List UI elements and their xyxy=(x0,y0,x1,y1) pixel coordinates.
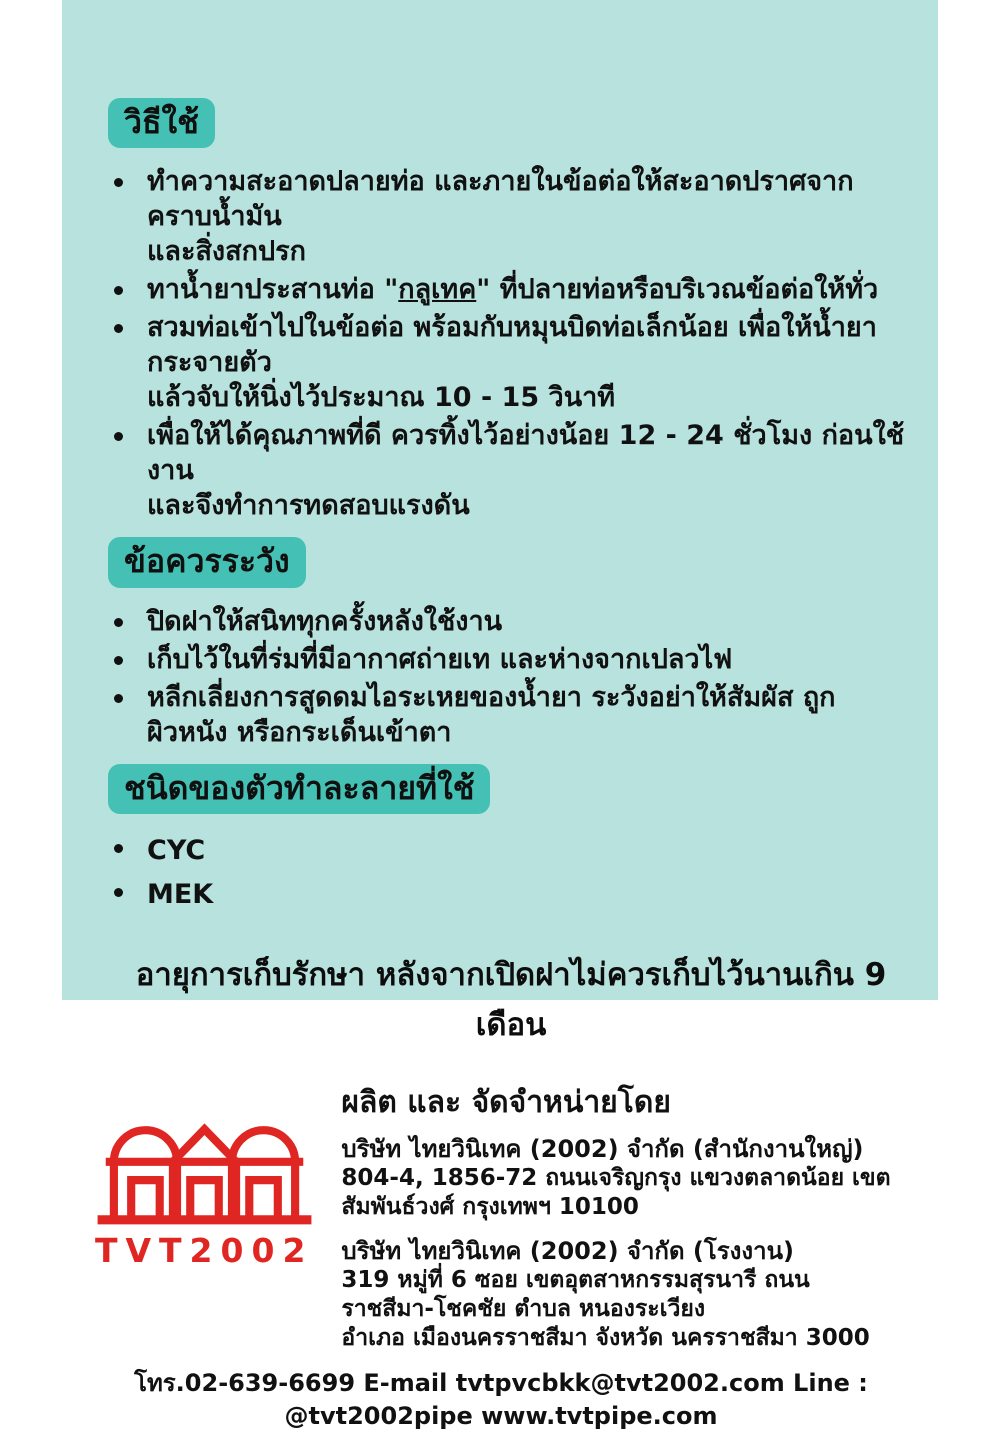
how-to-use-step-2: ทาน้ำยาประสานท่อ "กลูเทค" ที่ปลายท่อหรือบริเวณข้อต่อให้ทั่ว xyxy=(147,274,879,306)
section-solvent-types xyxy=(108,764,914,915)
list-item xyxy=(108,164,914,269)
how-to-use-step-4: เพื่อให้ได้คุณภาพที่ดี ควรทิ้งไว้อย่างน้อย 12 - 24 ชั่วโมง ก่อนใช้งาน และจึงทำการทดสอบแรงดัน xyxy=(147,420,905,522)
warning-2: เก็บไว้ในที่ร่มที่มีอากาศถ่ายเท และห่างจากเปลวไฟ xyxy=(147,643,733,675)
bullet-icon xyxy=(114,178,123,187)
company-info xyxy=(341,1077,907,1353)
bullet-icon xyxy=(114,844,123,853)
section-title-warnings: ข้อควรระวัง xyxy=(108,537,306,587)
list-item xyxy=(108,310,914,415)
label-card xyxy=(62,0,938,1431)
section-title-how-to-use: วิธีใช้ xyxy=(108,98,215,148)
list-item xyxy=(108,604,914,639)
warning-3: หลีกเลี่ยงการสูดดมไอระเหยของน้ำยา ระวังอย่าให้สัมผัส ถูกผิวหนัง หรือกระเด็นเข้าตา xyxy=(147,681,836,748)
bullet-icon xyxy=(114,656,123,665)
factory-address-line2: อำเภอ เมืองนครราชสีมา จังหวัด นครราชสีมา 3000 xyxy=(341,1325,870,1352)
glue-brand-name: กลูเทค xyxy=(398,274,477,306)
storage-note: อายุการเก็บรักษา หลังจากเปิดฝาไม่ควรเก็บไว้นานเกิน 9 เดือน xyxy=(135,957,887,1044)
tvt2002-logo xyxy=(95,1117,313,1353)
bullet-icon xyxy=(114,618,123,627)
list-item xyxy=(108,642,914,677)
factory-name: บริษัท ไทยวินิเทค (2002) จำกัด (โรงงาน) xyxy=(341,1237,794,1266)
houses-logo-icon xyxy=(97,1117,312,1229)
how-to-use-step-3: สวมท่อเข้าไปในข้อต่อ พร้อมกับหมุนบิดท่อเล็กน้อย เพื่อให้น้ำยากระจายตัว แล้วจับให้นิ่งไว้ประมาณ 10 - 15 วินาที xyxy=(147,312,877,414)
head-office-name: บริษัท ไทยวินิเทค (2002) จำกัด (สำนักงานใหญ่) xyxy=(341,1135,864,1164)
contact-line: โทร.02-639-6699 E-mail tvtpvcbkk@tvt2002.com Line : @tvt2002pipe www.tvtpipe.com xyxy=(134,1369,868,1431)
logo-text: TVT2002 xyxy=(95,1231,314,1271)
list-item xyxy=(108,680,914,750)
head-office-address: 804-4, 1856-72 ถนนเจริญกรุง แขวงตลาดน้อย เขตสัมพันธ์วงศ์ กรุงเทพฯ 10100 xyxy=(341,1165,891,1221)
bullet-icon xyxy=(114,286,123,295)
section-warnings xyxy=(108,537,914,749)
solvent-list xyxy=(108,830,914,915)
bullet-icon xyxy=(114,694,123,703)
bullet-icon xyxy=(114,324,123,333)
solvent-cyc: CYC xyxy=(147,835,206,867)
warning-1: ปิดฝาให้สนิททุกครั้งหลังใช้งาน xyxy=(147,605,503,637)
section-title-solvent-types: ชนิดของตัวทำละลายที่ใช้ xyxy=(108,764,490,814)
solvent-mek: MEK xyxy=(147,879,214,911)
list-item xyxy=(108,418,914,523)
factory-address-line1: 319 หมู่ที่ 6 ซอย เขตอุตสาหกรรมสุรนารี ถนน ราชสีมา-โชคชัย ตำบล หนองระเวียง xyxy=(341,1267,810,1323)
list-item xyxy=(108,272,914,307)
list-item xyxy=(108,874,914,915)
warnings-list xyxy=(108,604,914,750)
bullet-icon xyxy=(114,432,123,441)
manufacturer-card xyxy=(75,1065,927,1444)
how-to-use-list xyxy=(108,164,914,523)
list-item xyxy=(108,830,914,871)
distributor-heading: ผลิต และ จัดจำหน่ายโดย xyxy=(341,1085,671,1121)
section-how-to-use xyxy=(108,98,914,523)
how-to-use-step-1: ทำความสะอาดปลายท่อ และภายในข้อต่อให้สะอาดปราศจากคราบน้ำมัน และสิ่งสกปรก xyxy=(147,166,854,268)
bullet-icon xyxy=(114,888,123,897)
